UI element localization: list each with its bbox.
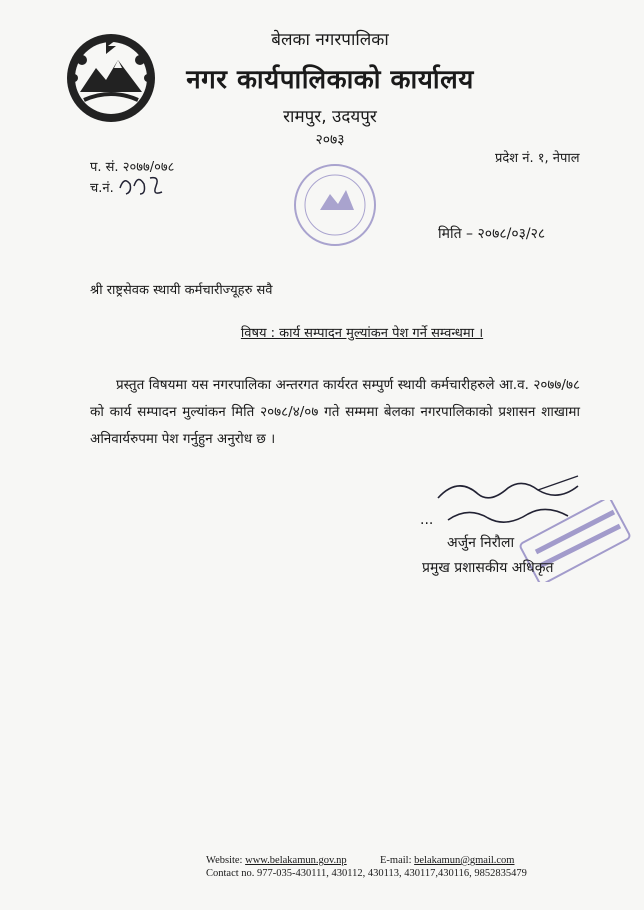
letter-reference-number: प. सं. २०७७/०७८ [90,160,175,175]
province-label: प्रदेश नं. १, नेपाल [495,151,580,166]
footer-website [206,855,347,866]
email-label: E-mail: [380,855,412,866]
dispatch-number-label: च.नं. [90,181,114,196]
letter-date: मिति – २०७८/०३/२८ [438,226,546,242]
website-link[interactable]: www.belakamun.gov.np [245,855,347,866]
org-address: रामपुर, उदयपुर [283,107,377,127]
subject-text: विषय : कार्य सम्पादन मुल्यांकन पेश गर्ने सम्वन्धमा । [240,326,484,341]
org-office-title: नगर कार्यपालिकाको कार्यालय [186,65,474,95]
signature-dots: ... [420,512,434,528]
establishment-year: २०७३ [315,132,345,148]
addressee-line: श्री राष्ट्रसेवक स्थायी कर्मचारीज्यूहरु सवै [90,283,273,298]
org-name-small: बेलका नगरपालिका [271,30,389,50]
website-label: Website: [206,855,243,866]
signatory-name: अर्जुन निरौला [447,535,515,551]
email-link[interactable]: belakamun@gmail.com [414,855,515,866]
signatory-title: प्रमुख प्रशासकीय अधिकृत [422,560,554,576]
letter-body: प्रस्तुत विषयमा यस नगरपालिका अन्तरगत कार्यरत सम्पुर्ण स्थायी कर्मचारीहरुले आ.व. २०७७/७८ को कार्य सम्पादन मुल्यांकन मिति २०७८/४/०७ गते सम्ममा बेलका नगरपालिकाको प्रशासन शाखामा अनिवार्यरुपमा पेश गर्नुहुन अनुरोध छ । [90,377,580,447]
footer-contact: Contact no. 977-035-430111, 430112, 430113, 430117,430116, 9852835479 [206,868,527,879]
office-seal-stamp [290,160,380,250]
footer-email [380,855,514,866]
nepal-emblem-logo [62,30,160,126]
subject-line [0,323,644,341]
handwritten-dispatch-number [116,170,166,198]
